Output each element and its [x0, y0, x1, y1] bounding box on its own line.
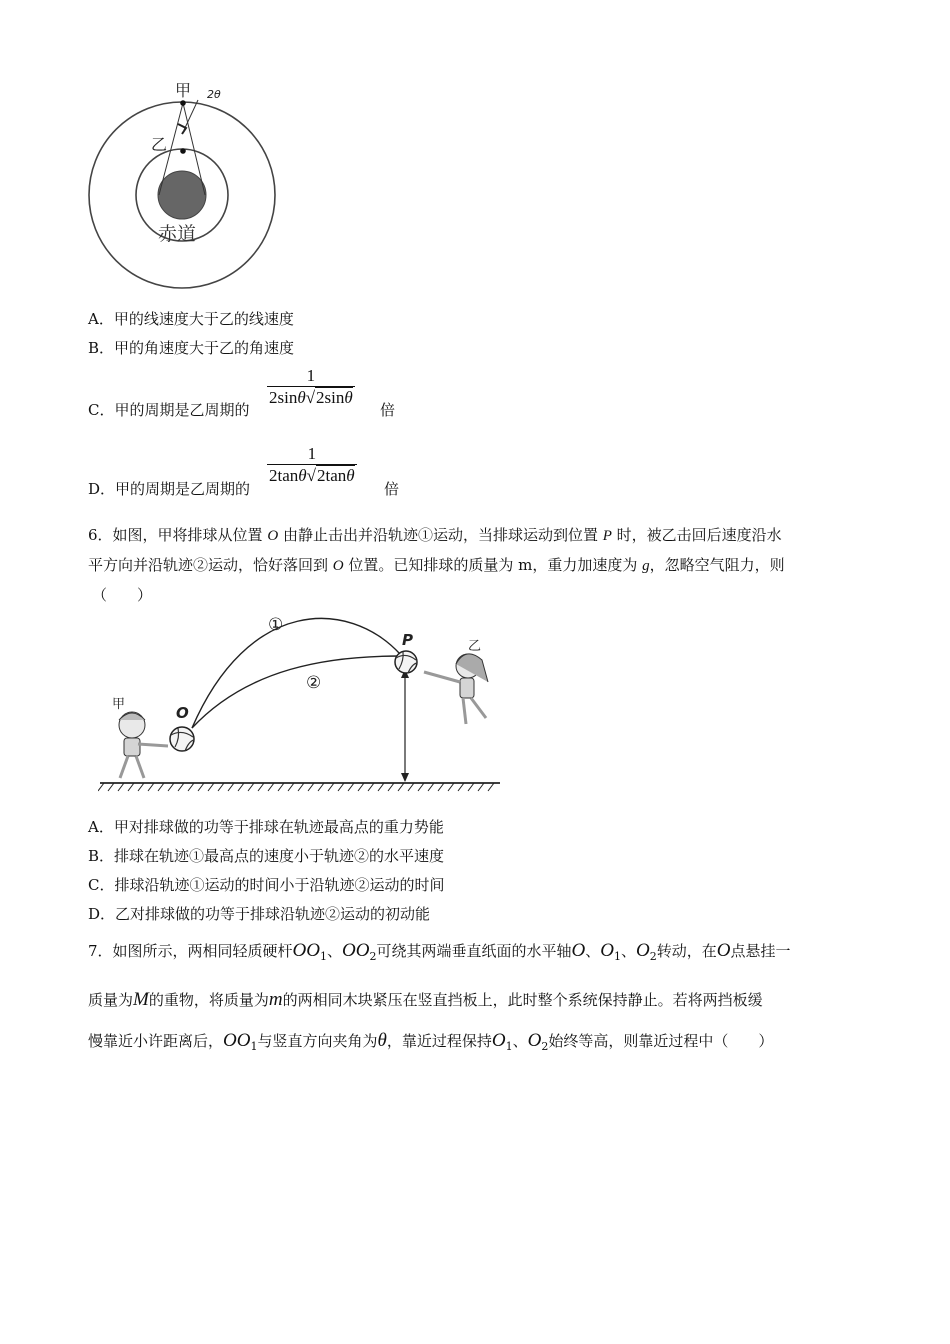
- q6-option-a: A．甲对排球做的功等于排球在轨迹最高点的重力势能: [88, 818, 444, 836]
- volleyball-figure: [98, 608, 508, 800]
- q6-stem-line3: （ ）: [92, 586, 153, 604]
- q6-stem-line2: 平方向并沿轨迹②运动，恰好落回到 O 位置。已知排球的质量为 m，重力加速度为 g，忽略空气阻力，则: [88, 556, 785, 574]
- girl-yi: [424, 654, 488, 724]
- trajectory-1: [192, 618, 400, 728]
- fraction-numerator: 1: [307, 444, 317, 463]
- label-equator: 赤道: [158, 223, 197, 245]
- height-arrow-head-bottom: [401, 773, 409, 782]
- q5-option-d: [88, 479, 250, 499]
- q6-option-c: C．排球沿轨迹①运动的时间小于沿轨迹②运动的时间: [88, 876, 445, 894]
- q5-option-c-fraction: [267, 366, 355, 409]
- fraction-denominator: 2tanθ√2tanθ: [269, 466, 355, 485]
- track-2-label: ②: [306, 673, 322, 693]
- q5-option-a: A．甲的线速度大于乙的线速度: [88, 310, 294, 328]
- ball-o: [170, 727, 194, 751]
- q7-stem-line1: 7．如图所示，两相同轻质硬杆$OO_1$、$OO_2$可绕其两端垂直纸面的水平轴O、$O_1$、$O_2$转动，在O点悬挂一: [88, 940, 791, 963]
- fraction-numerator: 1: [306, 366, 316, 385]
- ground-hatching: [98, 783, 494, 791]
- fraction-denominator: 2sinθ√2sinθ: [269, 388, 353, 407]
- orbit-figure: [80, 78, 290, 298]
- label-jia: 甲: [175, 81, 192, 100]
- label-angle: 2θ: [207, 88, 221, 101]
- angle-arc: [178, 124, 186, 134]
- q6-option-d: D．乙对排球做的功等于排球沿轨迹②运动的初动能: [88, 905, 431, 923]
- earth: [158, 171, 206, 219]
- label-yi: 乙: [151, 135, 168, 154]
- q5-option-c: [88, 400, 249, 420]
- q5-option-c-prefix: C．甲的周期是乙周期的: [88, 401, 250, 419]
- track-1-label: ①: [268, 615, 284, 635]
- trajectory-2: [192, 656, 400, 728]
- q5-option-c-suffix: 倍: [380, 401, 396, 419]
- label-yi-fig: 乙: [468, 639, 482, 654]
- ball-p: [395, 651, 417, 673]
- q7-stem-line3: 慢靠近小许距离后，$OO_1$与竖直方向夹角为θ，靠近过程保持$O_1$、$O_2$始终等高，则靠近过程中（ ）: [88, 1030, 774, 1053]
- label-o: O: [176, 704, 189, 722]
- q5-option-d-prefix: D．甲的周期是乙周期的: [88, 480, 251, 498]
- q7-stem-line2: 质量为M的重物，将质量为m的两相同木块紧压在竖直挡板上，此时整个系统保持静止。若将两挡板缓: [88, 989, 763, 1010]
- label-jia-fig: 甲: [112, 697, 126, 712]
- satellite-jia-dot: [180, 100, 186, 106]
- satellite-yi-dot: [180, 148, 186, 154]
- q5-option-d-suffix: 倍: [384, 480, 400, 498]
- q6-option-b: B．排球在轨迹①最高点的速度小于轨迹②的水平速度: [88, 847, 445, 865]
- girl-jia: [119, 712, 168, 778]
- q5-option-b: B．甲的角速度大于乙的角速度: [88, 339, 295, 357]
- q5-option-d-fraction: [267, 444, 357, 487]
- q6-stem-line1: 6．如图，甲将排球从位置 O 由静止击出并沿轨迹①运动，当排球运动到位置 P 时，被乙击回后速度沿水: [88, 526, 782, 544]
- label-p: P: [402, 631, 413, 649]
